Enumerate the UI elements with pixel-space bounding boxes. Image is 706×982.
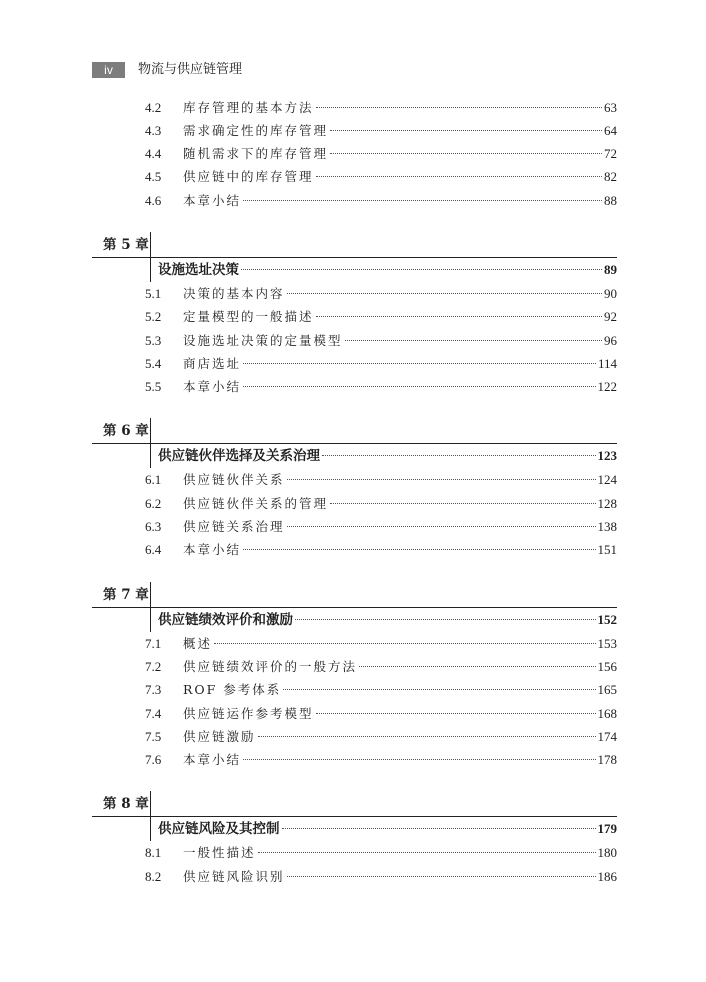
dot-leader xyxy=(316,316,602,317)
page-number: 114 xyxy=(597,355,617,371)
toc-entry[interactable] xyxy=(92,515,617,538)
section-title: ROF 参考体系 xyxy=(183,682,282,698)
chapter-label: 第 7 章 xyxy=(103,586,149,603)
dot-leader xyxy=(287,479,596,480)
dot-leader xyxy=(322,455,596,456)
toc-entry[interactable] xyxy=(92,538,617,561)
section-number: 7.6 xyxy=(145,752,162,768)
chapter-label: 第 8 章 xyxy=(103,796,149,813)
toc-entry[interactable] xyxy=(92,702,617,725)
dot-leader xyxy=(330,503,595,504)
chapter-divider xyxy=(150,418,151,468)
section-number: 6.3 xyxy=(145,519,162,535)
page-number: 165 xyxy=(597,682,617,698)
chapter-divider xyxy=(150,791,151,841)
toc-entry[interactable] xyxy=(92,468,617,491)
dot-leader xyxy=(243,759,595,760)
section-title: 供应链伙伴关系 xyxy=(183,472,285,488)
chapter-title-entry[interactable] xyxy=(92,817,617,841)
page-number: 88 xyxy=(604,192,617,208)
dot-leader xyxy=(295,619,596,620)
chapter-header xyxy=(92,791,617,817)
page-number: 63 xyxy=(604,99,617,115)
page-number: 64 xyxy=(604,122,617,138)
section-title: 决策的基本内容 xyxy=(183,285,285,301)
section-title: 本章小结 xyxy=(183,752,242,768)
page-number: 72 xyxy=(604,146,617,162)
section-number: 5.1 xyxy=(145,285,162,301)
page-number: 92 xyxy=(604,309,617,325)
dot-leader xyxy=(287,526,596,527)
section-number: 4.2 xyxy=(145,99,162,115)
page-number: 179 xyxy=(597,821,617,837)
section-title: 本章小结 xyxy=(183,192,242,208)
page-number: 128 xyxy=(597,495,617,511)
page-number: 152 xyxy=(597,611,617,627)
section-title: 本章小结 xyxy=(183,379,242,395)
section-title: 供应链伙伴关系的管理 xyxy=(183,495,329,511)
section-title: 库存管理的基本方法 xyxy=(183,99,314,115)
table-of-contents xyxy=(92,96,617,889)
chapter-title: 供应链伙伴选择及关系治理 xyxy=(158,448,320,465)
section-number: 4.5 xyxy=(145,169,162,185)
dot-leader xyxy=(243,549,595,550)
section-title: 供应链绩效评价的一般方法 xyxy=(183,658,358,674)
toc-entry[interactable] xyxy=(92,165,617,188)
section-number: 7.4 xyxy=(145,705,162,721)
section-number: 5.5 xyxy=(145,379,162,395)
chapter-title-entry[interactable] xyxy=(92,608,617,632)
running-header-title: 物流与供应链管理 xyxy=(138,62,243,77)
page-number: 178 xyxy=(597,752,617,768)
toc-entry[interactable] xyxy=(92,329,617,352)
section-number: 8.2 xyxy=(145,868,162,884)
toc-entry[interactable] xyxy=(92,678,617,701)
section-title: 概述 xyxy=(183,635,213,651)
chapter-header xyxy=(92,418,617,444)
section-title: 供应链风险识别 xyxy=(183,868,285,884)
toc-entry[interactable] xyxy=(92,119,617,142)
dot-leader xyxy=(241,269,602,270)
page-number: 122 xyxy=(597,379,617,395)
section-title: 供应链激励 xyxy=(183,728,256,744)
section-number: 7.2 xyxy=(145,658,162,674)
toc-entry[interactable] xyxy=(92,725,617,748)
section-number: 5.4 xyxy=(145,355,162,371)
dot-leader xyxy=(316,176,602,177)
chapter-title: 设施选址决策 xyxy=(158,261,239,278)
dot-leader xyxy=(243,386,595,387)
toc-entry[interactable] xyxy=(92,632,617,655)
section-title: 供应链关系治理 xyxy=(183,519,285,535)
section-number: 5.2 xyxy=(145,309,162,325)
section-number: 4.3 xyxy=(145,122,162,138)
dot-leader xyxy=(283,689,595,690)
toc-entry[interactable] xyxy=(92,305,617,328)
toc-entry[interactable] xyxy=(92,352,617,375)
page-number: 124 xyxy=(597,472,617,488)
toc-entry[interactable] xyxy=(92,841,617,864)
section-number: 6.4 xyxy=(145,542,162,558)
section-number: 5.3 xyxy=(145,332,162,348)
page-number: 123 xyxy=(597,448,617,464)
dot-leader xyxy=(243,200,602,201)
dot-leader xyxy=(316,713,596,714)
dot-leader xyxy=(258,852,596,853)
toc-entry[interactable] xyxy=(92,142,617,165)
section-title: 需求确定性的库存管理 xyxy=(183,122,329,138)
section-title: 本章小结 xyxy=(183,542,242,558)
page-number: 156 xyxy=(597,658,617,674)
toc-entry[interactable] xyxy=(92,96,617,119)
section-number: 7.5 xyxy=(145,728,162,744)
toc-entry[interactable] xyxy=(92,748,617,771)
dot-leader xyxy=(287,293,602,294)
section-title: 一般性描述 xyxy=(183,845,256,861)
chapter-block xyxy=(92,418,617,561)
section-title: 供应链运作参考模型 xyxy=(183,705,314,721)
chapter-block xyxy=(92,232,617,398)
chapter-divider xyxy=(150,582,151,632)
page-number: 89 xyxy=(604,261,617,277)
dot-leader xyxy=(359,666,595,667)
section-title: 供应链中的库存管理 xyxy=(183,169,314,185)
toc-entry[interactable] xyxy=(92,282,617,305)
section-title: 设施选址决策的定量模型 xyxy=(183,332,343,348)
chapter-title-entry[interactable] xyxy=(92,258,617,282)
chapter-block xyxy=(92,791,617,888)
page-number: 186 xyxy=(597,868,617,884)
chapter-title: 供应链绩效评价和激励 xyxy=(158,611,293,628)
chapter-label: 第 5 章 xyxy=(103,236,149,253)
page-number-badge: iv xyxy=(92,62,125,78)
dot-leader xyxy=(330,153,602,154)
toc-entry[interactable] xyxy=(92,655,617,678)
chapter-title: 供应链风险及其控制 xyxy=(158,821,280,838)
page-number: 138 xyxy=(597,519,617,535)
chapter-header xyxy=(92,232,617,258)
toc-entry[interactable] xyxy=(92,375,617,398)
chapter-block xyxy=(92,582,617,772)
dot-leader xyxy=(243,363,596,364)
page-number: 151 xyxy=(597,542,617,558)
chapter-header xyxy=(92,582,617,608)
dot-leader xyxy=(282,828,596,829)
chapter-label: 第 6 章 xyxy=(103,423,149,440)
page-number: 90 xyxy=(604,285,617,301)
dot-leader xyxy=(330,130,602,131)
toc-entry[interactable] xyxy=(92,189,617,212)
section-number: 4.6 xyxy=(145,192,162,208)
section-number: 7.3 xyxy=(145,682,162,698)
toc-entry[interactable] xyxy=(92,492,617,515)
page-number: 180 xyxy=(597,845,617,861)
section-title: 定量模型的一般描述 xyxy=(183,309,314,325)
section-number: 6.2 xyxy=(145,495,162,511)
section-title: 随机需求下的库存管理 xyxy=(183,146,329,162)
chapter-divider xyxy=(150,232,151,282)
dot-leader xyxy=(214,643,595,644)
page-number: 96 xyxy=(604,332,617,348)
section-number: 7.1 xyxy=(145,635,162,651)
dot-leader xyxy=(287,876,596,877)
section-number: 8.1 xyxy=(145,845,162,861)
toc-entry[interactable] xyxy=(92,865,617,888)
page-number: 153 xyxy=(597,635,617,651)
section-number: 6.1 xyxy=(145,472,162,488)
dot-leader xyxy=(316,107,602,108)
dot-leader xyxy=(345,340,602,341)
chapter-title-entry[interactable] xyxy=(92,444,617,468)
page-number: 168 xyxy=(597,705,617,721)
section-number: 4.4 xyxy=(145,146,162,162)
page-number: 82 xyxy=(604,169,617,185)
page-number: 174 xyxy=(597,728,617,744)
dot-leader xyxy=(258,736,596,737)
section-title: 商店选址 xyxy=(183,355,242,371)
